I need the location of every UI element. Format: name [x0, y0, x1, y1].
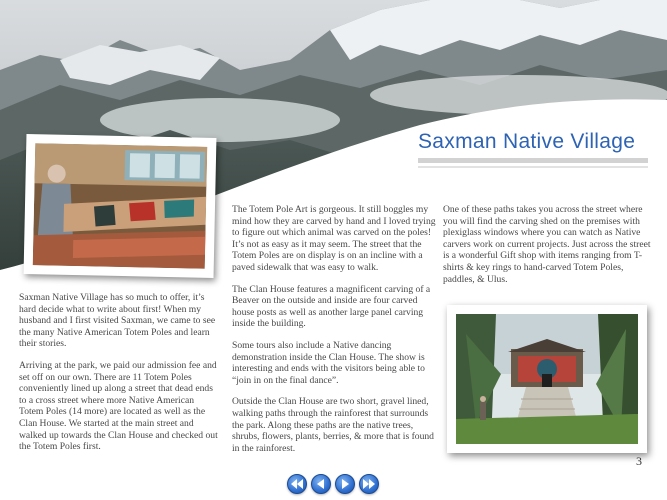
clan-house-photo — [447, 305, 647, 453]
column-middle — [232, 204, 436, 464]
page-number: 3 — [636, 454, 642, 468]
left-icon — [316, 479, 326, 489]
paragraph: The Totem Pole Art is gorgeous. It still boggles my mind how they are carved by hand and I loved trying to figure out which animal was carved on the poles! It’s not as easy as it may seem. The street that the Totem Poles are on display is on an incline with a paved sidewalk that was easy to walk. — [232, 204, 436, 273]
title-divider — [418, 158, 648, 163]
paragraph: Outside the Clan House are two short, gravel lined, walking paths through the rainforest that surrounds the park. Along these paths are the native trees, shrubs, flowers, plants, berries, & more that is found in the rainforest. — [232, 396, 434, 454]
page-navigation — [287, 474, 379, 496]
paragraph: The Clan House features a magnificent carving of a Beaver on the outside and inside are four carved house posts as well as another large panel carving inside the building. — [232, 283, 431, 330]
column-left — [19, 292, 219, 463]
double-left-icon — [291, 479, 303, 489]
next-page-button[interactable] — [335, 474, 355, 494]
paragraph: Arriving at the park, we paid our admission fee and set off on our own. There are 11 Totem Poles conveniently lined up along a street that dead ends to a cross street where more Native American Totem Poles (14 more) are located as well as the Clan House. We started at the main street and walked up towards the Clan House and checked out the Totem Poles first. — [19, 359, 218, 453]
previous-page-button[interactable] — [311, 474, 331, 494]
carving-workshop-photo — [24, 134, 217, 278]
paragraph: Saxman Native Village has so much to offer, it’s hard decide what to write about first! When my husband and I first visited Saxman, we came to see the many Native American Totem Poles and learn their stories. — [19, 292, 216, 350]
title-divider-thin — [418, 166, 648, 168]
last-page-button[interactable] — [359, 474, 379, 494]
clan-house-image — [456, 314, 638, 444]
paragraph: Some tours also include a Native dancing demonstration inside the Clan House. The show is interesting and ends with the visitors being able to “join in on the final dance”. — [232, 339, 425, 386]
carving-workshop-image — [33, 143, 208, 269]
double-right-icon — [363, 479, 375, 489]
column-right — [443, 204, 651, 295]
first-page-button[interactable] — [287, 474, 307, 494]
paragraph: One of these paths takes you across the street where you will find the carving shed on the premises with plexiglass windows where you can watch as Native carvers work on current projects. Just across the street is a wonderful Gift shop with items ranging from T-shirts & key rings to hand-carved Totem Poles, paddles, & Ulus. — [443, 204, 651, 285]
page-title: Saxman Native Village — [418, 130, 636, 153]
right-icon — [340, 479, 350, 489]
